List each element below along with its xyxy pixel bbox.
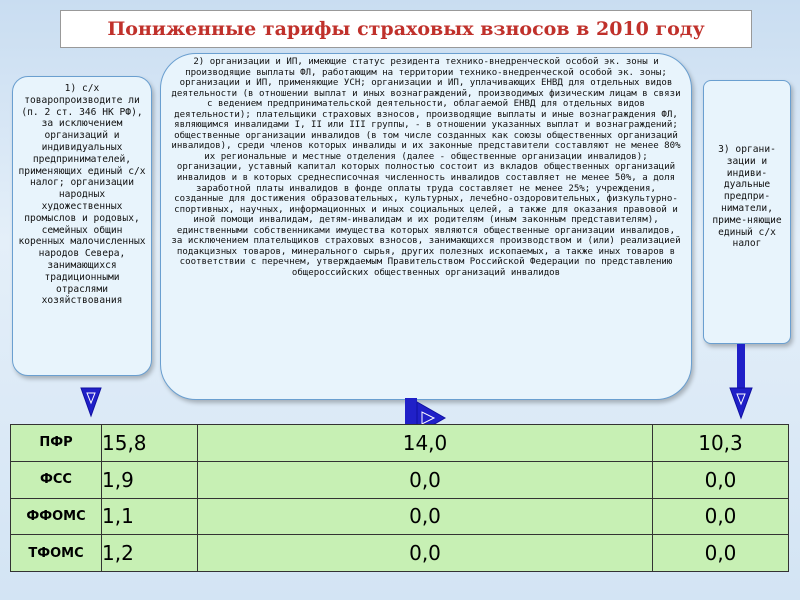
group-3-text: 3) органи-зации и индиви-дуальные предпри-ниматели, приме-няющие единый с/х налог [712,144,782,250]
table-row [11,461,789,498]
rate-group-2: 0,0 [198,498,653,535]
rate-group-1: 1,9 [102,461,198,498]
rate-group-1: 1,2 [102,535,198,572]
rate-group-3: 0,0 [653,535,789,572]
fund-label: ФФОМС [11,498,102,535]
rate-group-3: 0,0 [653,461,789,498]
table-row [11,535,789,572]
arrow-group-3-icon [729,344,753,420]
arrow-group-1-icon [80,376,102,418]
group-2-text: 2) организации и ИП, имеющие статус резидента технико-внедренческой особой эк. зоны и производящие выплаты ФЛ, работающим на территории технико-внедренческой особой эк. зоны; организации и ИП, применяющие УСН; организации и ИП, уплачивающих ЕНВД для отдельных видов деятельности (в отношении выплат и иных вознаграждений, производимых физическим лицам в связи с ведением предпринимательской деятельности, облагаемой ЕНВД для отдельных видов деятельности); плательщики страховых взносов, производящие выплаты и иные вознаграждения ФЛ, являющимся инвалидами I, II или III группы, - в отношении указанных выплат и вознаграждений; общественные организации инвалидов (в том числе созданных как союзы общественных организаций инвалидов), среди членов которых инвалиды и их законные представители составляют не менее 80% их региональные и местные отделения (далее - общественные организации инвалидов); организации, уставный капитал которых полностью состоит из вкладов общественных организаций инвалидов и в которых среднесписочная численность инвалидов составляет не менее 50%, а доля заработной платы инвалидов в фонде оплаты труда составляет не менее 25%; учреждения, созданные для достижения образовательных, культурных, лечебно-оздоровительных, физкультурно-спортивных, научных, информационных и иных социальных целей, а также для оказания правовой и иной помощи инвалидам, детям-инвалидам и их родителям (иным законным представителям), единственными собственниками имущества которых являются общественные организации инвалидов, за исключением плательщиков страховых взносов, занимающихся производством и (или) реализацией подакцизных товаров, минерального сырья, других полезных ископаемых, а также иных товаров в соответствии с перечнем, утверждаемым Правительством Российской Федерации по представлению общероссийских общественных организаций инвалидов [171,57,681,278]
table-row [11,425,789,462]
table-row [11,498,789,535]
title-box [60,10,752,48]
rate-group-3: 0,0 [653,498,789,535]
group-1-text: 1) с/х товаропроизводите ли (п. 2 ст. 346 НК РФ), за исключением организаций и индивидуальных предпринимателей, применяющих единый с/х налог; организации народных художественных промыслов и родовых, семейных общин коренных малочисленных народов Севера, занимающихся традиционными отраслями хозяйствования [18,83,146,307]
group-1-bubble [12,76,152,376]
group-2-bubble [160,53,692,400]
fund-label: ПФР [11,425,102,462]
group-3-bubble [703,80,791,344]
rate-group-2: 0,0 [198,461,653,498]
rate-group-2: 14,0 [198,425,653,462]
rate-group-3: 10,3 [653,425,789,462]
fund-label: ТФОМС [11,535,102,572]
rates-table [10,424,789,572]
rate-group-1: 15,8 [102,425,198,462]
rate-group-1: 1,1 [102,498,198,535]
fund-label: ФСС [11,461,102,498]
page-title: Пониженные тарифы страховых взносов в 2010 году [107,18,705,40]
rate-group-2: 0,0 [198,535,653,572]
